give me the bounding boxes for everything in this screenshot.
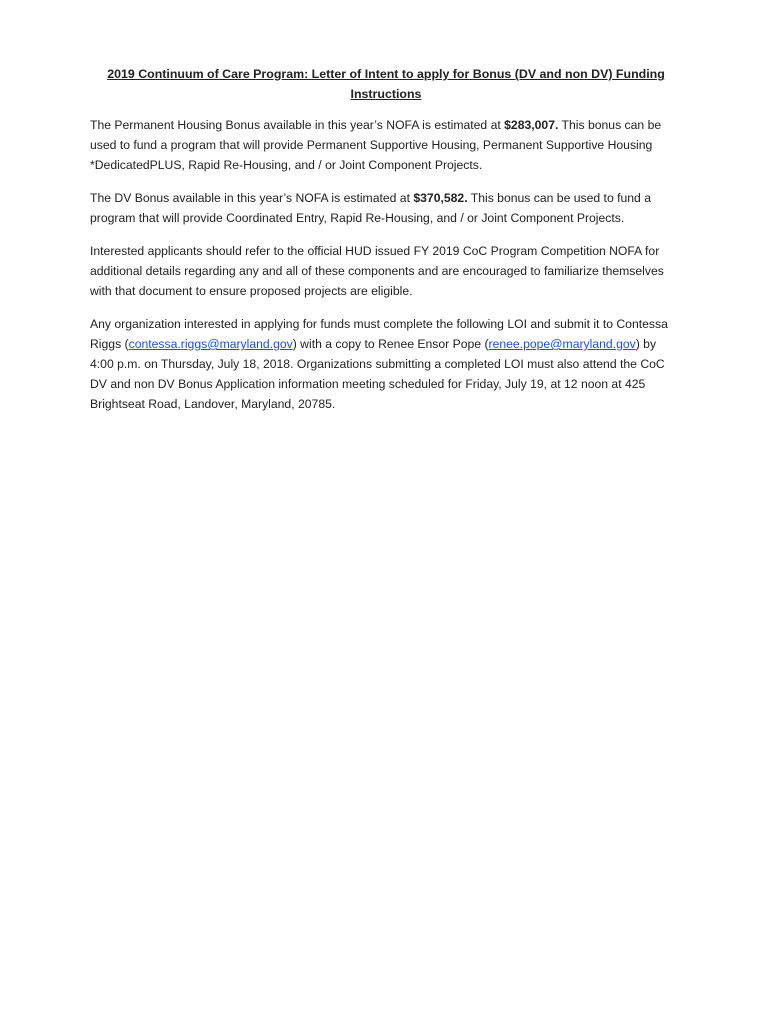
title-line-2: Instructions	[350, 87, 422, 101]
p2-text-before: The DV Bonus available in this year’s NOFA is estimated at	[90, 191, 414, 205]
p4-part-1: Any organization interested in applying for funds must complete the following LOI and submit it to Contessa Riggs (	[90, 317, 668, 351]
p1-text-after: This bonus can be used to fund a program that will provide Permanent Supportive Housing, Permanent Supportive Housing *DedicatedPLUS, Rapid Re-Housing, and / or Joint Component Projects.	[90, 118, 662, 172]
renee-email-link[interactable]: renee.pope@maryland.gov	[488, 337, 636, 351]
p1-amount: $283,007.	[504, 118, 559, 132]
p1-text-before: The Permanent Housing Bonus available in this year’s NOFA is estimated at	[90, 118, 505, 132]
paragraph-hud-nofa-reference: Interested applicants should refer to the official HUD issued FY 2019 CoC Program Competition NOFA for additional details regarding any and all of these components and are encouraged to familiarize themselves with that document to ensure proposed projects are eligible.	[90, 244, 664, 298]
paragraph-dv-bonus	[90, 188, 682, 228]
paragraph-submission-instructions	[90, 314, 682, 414]
p2-amount: $370,582.	[413, 191, 468, 205]
p4-part-3: ) by 4:00 p.m. on Thursday, July 18, 2018. Organizations submitting a completed LOI must also attend the CoC DV and non DV Bonus Application information meeting scheduled for Friday, July 19, at 12 noon at 425 Brightseat Road, Landover, Maryland, 20785.	[90, 337, 665, 411]
p2-text-after: This bonus can be used to fund a program that will provide Coordinated Entry, Rapid Re-Housing, and / or Joint Component Projects.	[90, 191, 651, 225]
contessa-email-link[interactable]: contessa.riggs@maryland.gov	[128, 337, 293, 351]
paragraph-permanent-housing-bonus	[90, 115, 682, 175]
document-title	[90, 64, 682, 104]
title-line-1: 2019 Continuum of Care Program: Letter of Intent to apply for Bonus (DV and non DV) Funding	[107, 67, 665, 81]
p4-part-2: ) with a copy to Renee Ensor Pope (	[292, 337, 489, 351]
